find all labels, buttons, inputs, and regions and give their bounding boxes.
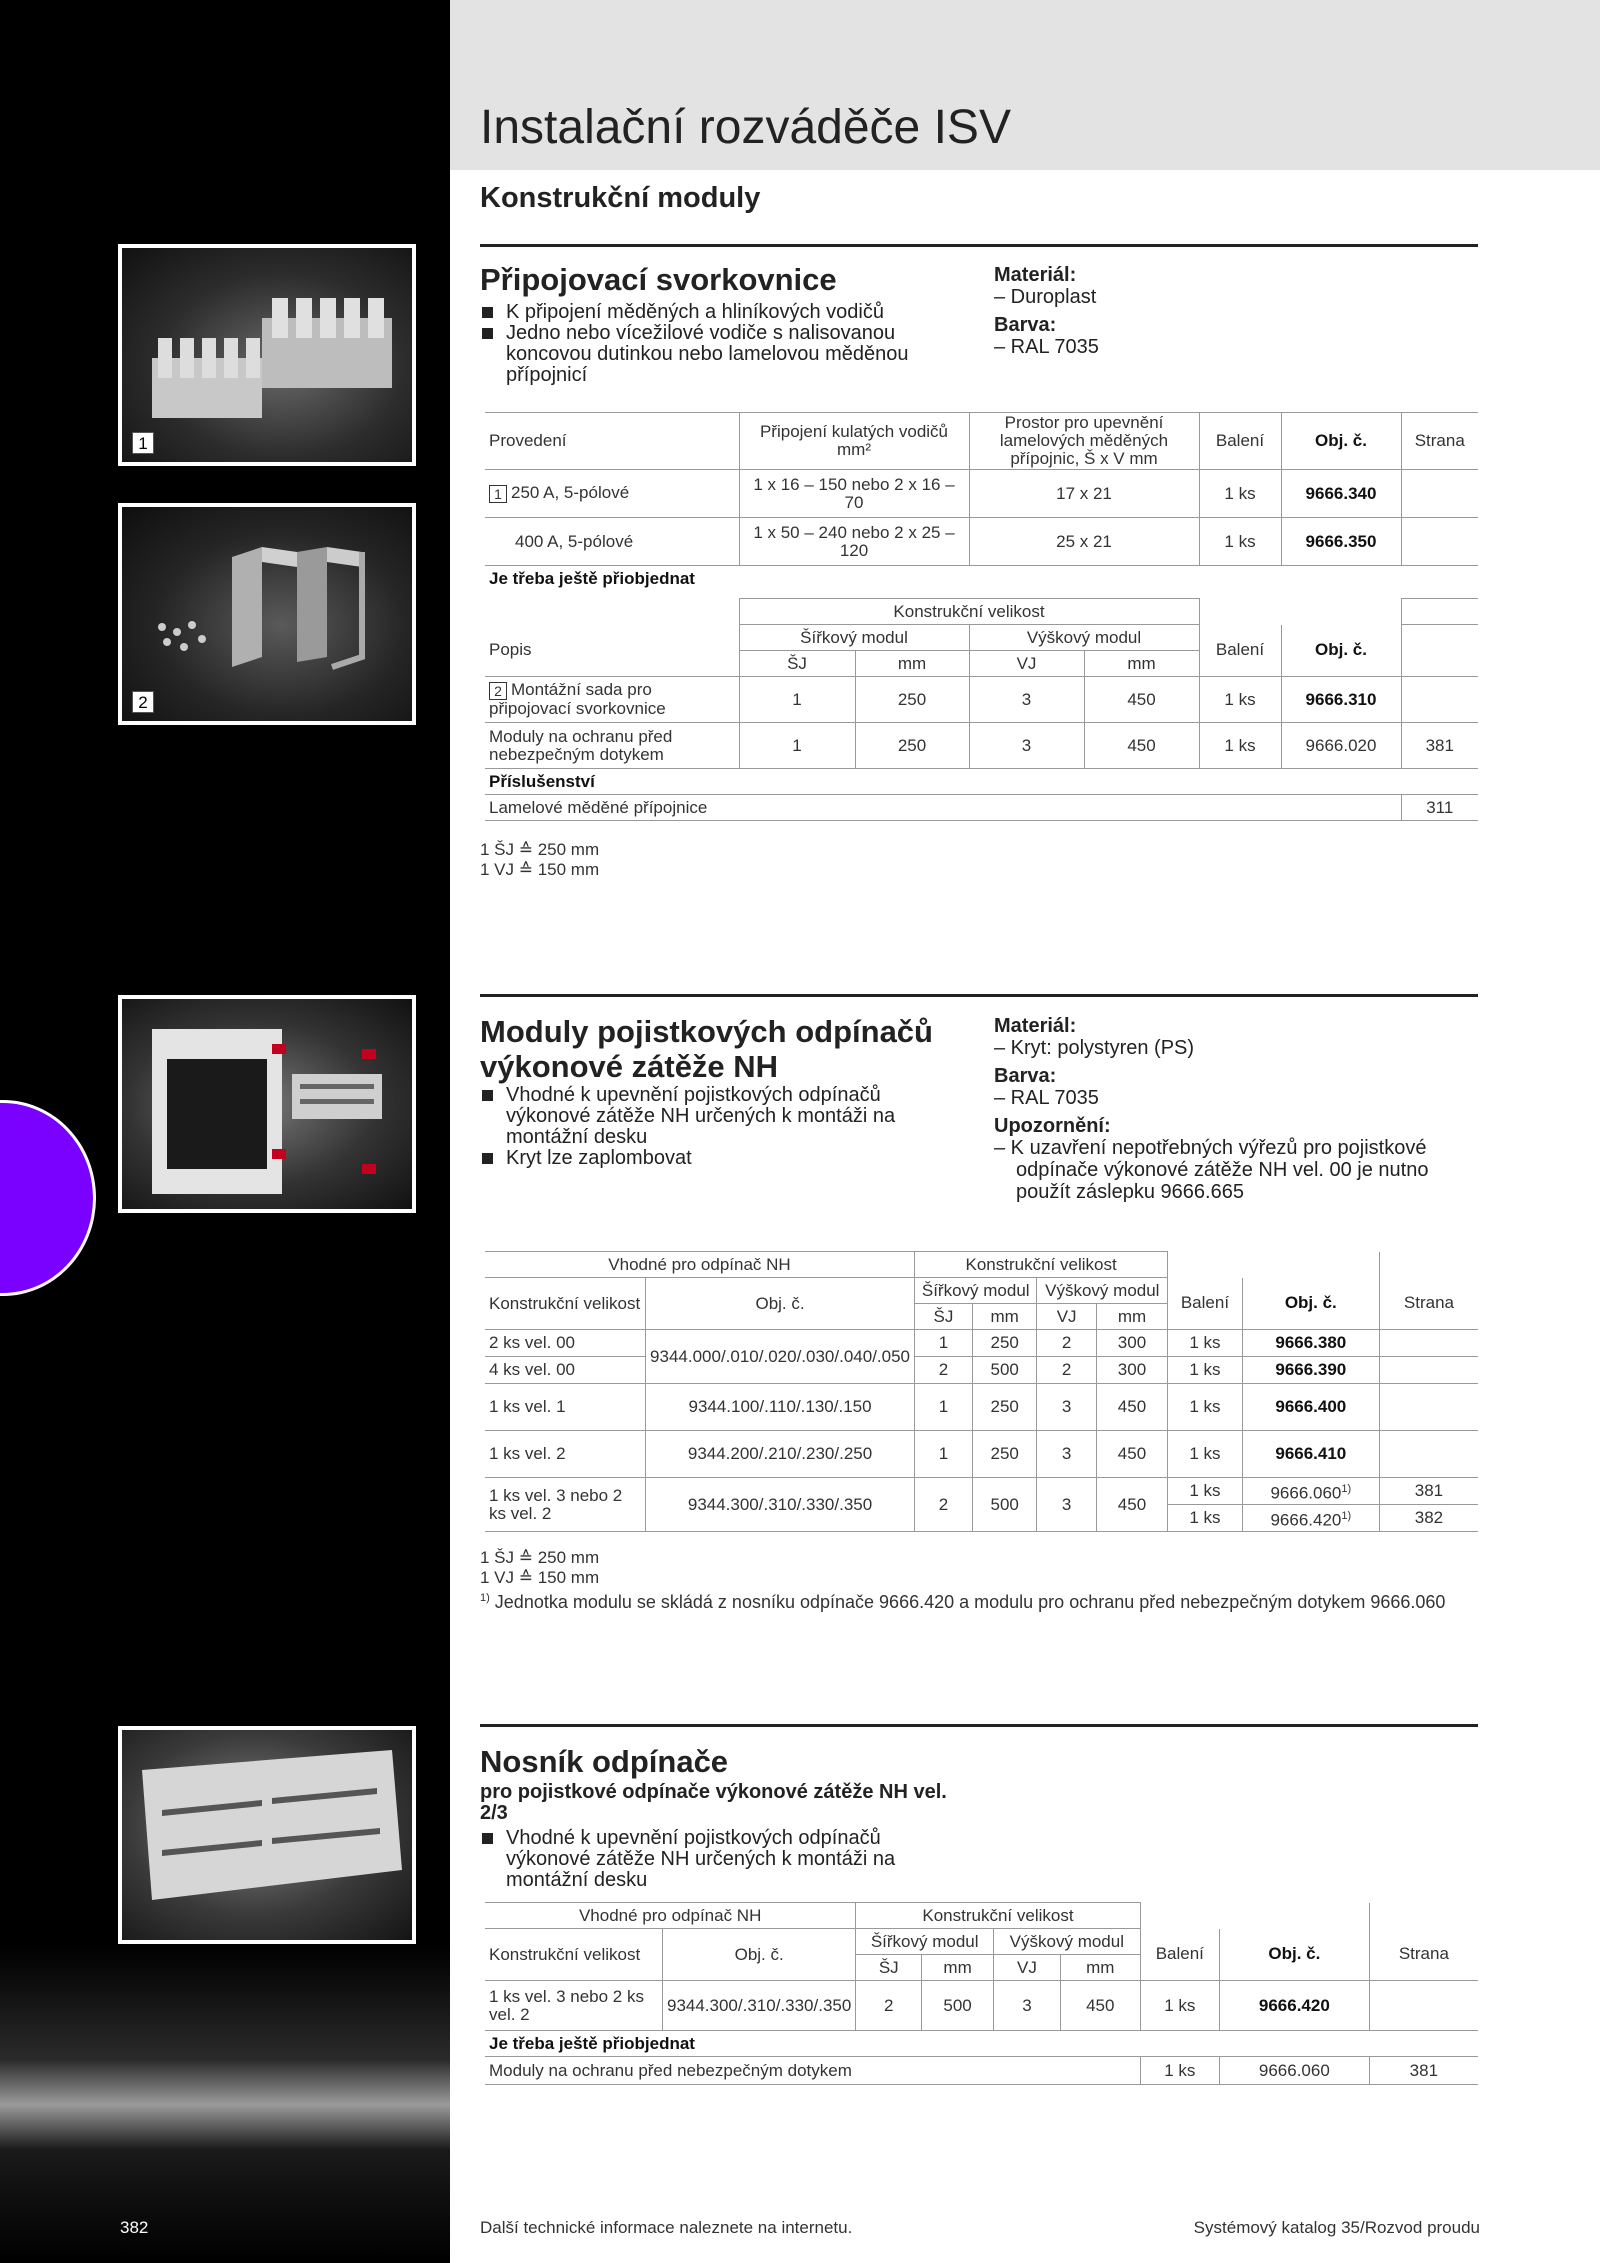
- cell-vj: 3: [969, 723, 1084, 769]
- cell-name: Moduly na ochranu před nebezpečným dotykem: [485, 723, 739, 769]
- th-provedeni: Provedení: [485, 413, 739, 470]
- product-photo-terminal-blocks: [118, 244, 416, 466]
- fuse-module-illustration: [122, 999, 412, 1209]
- section2-notes: [480, 1548, 1445, 1612]
- warning-value: – K uzavření nepotřebných výřezů pro pojistkové odpínače výkonové zátěže NH vel. 00 je nutno použít záslepku 9666.665: [994, 1137, 1429, 1203]
- cell-size: 1 ks vel. 3 nebo 2 ks vel. 2: [485, 1981, 662, 2031]
- table-row: [485, 795, 1478, 821]
- th-vj: VJ: [994, 1955, 1061, 1981]
- th-vj: VJ: [1037, 1304, 1096, 1330]
- cell-vj: 2: [1037, 1357, 1096, 1384]
- th-width: Šířkový modul: [915, 1278, 1037, 1304]
- terminal-blocks-illustration: [122, 248, 412, 462]
- page-subtitle: Konstrukční moduly: [480, 182, 761, 214]
- th-popis: Popis: [489, 640, 532, 660]
- section2-info: [994, 1015, 1474, 1203]
- cell-sj: 1: [915, 1330, 973, 1357]
- sidebar-band: [0, 0, 450, 2263]
- cell-order: 9666.380: [1242, 1330, 1379, 1357]
- footnote-mark: 1): [480, 1592, 490, 1604]
- also-order-label: Je třeba ještě přiobjednat: [485, 2031, 1478, 2057]
- cell-h: 450: [1084, 723, 1199, 769]
- th-mm: mm: [855, 651, 969, 677]
- cell-pack: 1 ks: [1168, 1330, 1243, 1357]
- cell-h: 450: [1084, 677, 1199, 723]
- bullet-item: Jedno nebo vícežilové vodiče s nalisovanou koncovou dutinkou nebo lamelovou měděnou přípojnicí: [480, 323, 950, 386]
- section-divider-1: [480, 244, 1478, 247]
- th-suitable: Vhodné pro odpínač NH: [485, 1903, 856, 1929]
- cell-space: 25 x 21: [969, 518, 1199, 566]
- chapter-tab[interactable]: [0, 1100, 96, 1296]
- section-divider-2: [480, 994, 1478, 997]
- cell-sj: 1: [915, 1431, 973, 1478]
- cell-w: 250: [972, 1330, 1037, 1357]
- cell-pack: 1 ks: [1168, 1431, 1243, 1478]
- cell-w: 250: [855, 677, 969, 723]
- th-vj: VJ: [969, 651, 1084, 677]
- table-row: [485, 1330, 1478, 1357]
- material-value: – Duroplast: [994, 286, 1097, 308]
- cell-name: Moduly na ochranu před nebezpečným dotykem: [485, 2057, 1140, 2085]
- color-label: Barva:: [994, 1065, 1057, 1087]
- cell-conn: 1 x 50 – 240 nebo 2 x 25 – 120: [739, 518, 969, 566]
- cell-h: 450: [1096, 1384, 1167, 1431]
- material-label: Materiál:: [994, 264, 1077, 286]
- th-size: Konstrukční velikost: [739, 599, 1199, 625]
- table-row: [485, 1357, 1478, 1384]
- cell-h: 300: [1096, 1357, 1167, 1384]
- section3-table: [485, 1902, 1478, 2085]
- support-rail-illustration: [122, 1730, 412, 1940]
- th-prostor: Prostor pro upevnění lamelových měděných přípojnic, Š x V mm: [969, 413, 1199, 470]
- th-width: Šířkový modul: [739, 625, 969, 651]
- cell-order: 9666.350: [1281, 518, 1401, 566]
- footnote-ref: 1): [1341, 1482, 1352, 1495]
- accessories-label: Příslušenství: [485, 769, 1478, 795]
- cell-order: 9666.420: [1270, 1510, 1342, 1530]
- table-row: [485, 470, 1478, 518]
- table-row: [485, 2057, 1478, 2085]
- cell-nh: 9344.200/.210/.230/.250: [646, 1431, 915, 1478]
- section3-title: Nosník odpínače: [480, 1744, 729, 1779]
- table-row: [485, 1981, 1478, 2031]
- th-construct-size: Konstrukční velikost: [485, 1929, 662, 1981]
- th-order: Obj. č.: [1281, 625, 1401, 677]
- figure-ref-1: 1: [489, 485, 507, 503]
- th-pack: Balení: [1168, 1278, 1243, 1330]
- cell-name: 250 A, 5-pólové: [511, 483, 630, 503]
- figure-ref-2: 2: [489, 682, 507, 700]
- th-size: Konstrukční velikost: [915, 1252, 1168, 1278]
- bullet-item: Kryt lze zaplombovat: [480, 1148, 950, 1169]
- th-size: Konstrukční velikost: [856, 1903, 1140, 1929]
- th-mm: mm: [1060, 1955, 1140, 1981]
- cell-page: [1401, 518, 1478, 566]
- note-vj: 1 VJ ≙ 150 mm: [480, 1568, 600, 1587]
- footer-catalog: Systémový katalog 35/Rozvod proudu: [1193, 2218, 1480, 2237]
- section2-title: Moduly pojistkových odpínačů výkonové zátěže NH: [480, 1014, 933, 1084]
- table-row: [485, 677, 1478, 723]
- table-row: [485, 1431, 1478, 1478]
- cell-vj: 2: [1037, 1330, 1096, 1357]
- material-label: Materiál:: [994, 1015, 1077, 1037]
- cell-page: 381: [1369, 2057, 1478, 2085]
- cell-w: 250: [972, 1431, 1037, 1478]
- cell-nh: 9344.000/.010/.020/.030/.040/.050: [646, 1330, 915, 1384]
- th-height: Výškový modul: [969, 625, 1199, 651]
- cell-pack: 1 ks: [1199, 518, 1281, 566]
- cell-order: 9666.410: [1242, 1431, 1379, 1478]
- th-mm: mm: [1084, 651, 1199, 677]
- cell-order: 9666.060: [1270, 1483, 1342, 1503]
- mounting-kit-illustration: [122, 507, 412, 721]
- th-suitable: Vhodné pro odpínač NH: [485, 1252, 915, 1278]
- cell-page: [1401, 470, 1478, 518]
- cell-order: 9666.060: [1219, 2057, 1369, 2085]
- table-row: [485, 1384, 1478, 1431]
- cell-order: 9666.400: [1242, 1384, 1379, 1431]
- product-photo-support-rail: [118, 1726, 416, 1944]
- section1-table-terminals: [485, 412, 1478, 592]
- cell-pack: 1 ks: [1168, 1357, 1243, 1384]
- bullet-item: Vhodné k upevnění pojistkových odpínačů výkonové zátěže NH určených k montáži na montážní desku: [480, 1828, 950, 1891]
- th-height: Výškový modul: [1037, 1278, 1168, 1304]
- th-baleni: Balení: [1199, 413, 1281, 470]
- cell-conn: 1 x 16 – 150 nebo 2 x 16 – 70: [739, 470, 969, 518]
- material-value: – Kryt: polystyren (PS): [994, 1037, 1195, 1059]
- note-sj: 1 ŠJ ≙ 250 mm: [480, 840, 600, 859]
- cell-nh: 9344.300/.310/.330/.350: [662, 1981, 855, 2031]
- cell-page: [1379, 1384, 1478, 1431]
- cell-h: 300: [1096, 1330, 1167, 1357]
- section1-notes: [480, 840, 599, 880]
- cell-pack: 1 ks: [1168, 1478, 1243, 1505]
- cell-pack: 1 ks: [1140, 1981, 1219, 2031]
- th-order: Obj. č.: [1219, 1929, 1369, 1981]
- cell-sj: 1: [915, 1384, 973, 1431]
- cell-vj: 3: [969, 677, 1084, 723]
- th-ordno: Obj. č.: [646, 1278, 915, 1330]
- cell-sj: 1: [739, 677, 855, 723]
- cell-pack: 1 ks: [1168, 1505, 1243, 1532]
- th-construct-size: Konstrukční velikost: [485, 1278, 646, 1330]
- color-value: – RAL 7035: [994, 336, 1099, 358]
- cell-page: 381: [1379, 1478, 1478, 1505]
- footer-info: Další technické informace naleznete na internetu.: [480, 2218, 853, 2237]
- cell-sj: 2: [915, 1357, 973, 1384]
- cell-w: 250: [972, 1384, 1037, 1431]
- cell-pack: 1 ks: [1199, 677, 1281, 723]
- cell-h: 450: [1096, 1478, 1167, 1532]
- th-width: Šířkový modul: [856, 1929, 994, 1955]
- product-photo-fuse-module: [118, 995, 416, 1213]
- th-pripojeni: Připojení kulatých vodičů mm²: [739, 413, 969, 470]
- bullet-item: K připojení měděných a hliníkových vodičů: [480, 302, 950, 323]
- th-ordno: Obj. č.: [662, 1929, 855, 1981]
- th-sj: ŠJ: [856, 1955, 922, 1981]
- cell-pack: 1 ks: [1199, 470, 1281, 518]
- th-page: Strana: [1379, 1278, 1478, 1330]
- section1-table-kits: [485, 598, 1478, 821]
- cell-pack: 1 ks: [1168, 1384, 1243, 1431]
- cell-nh: 9344.300/.310/.330/.350: [646, 1478, 915, 1532]
- cell-h: 450: [1096, 1431, 1167, 1478]
- th-mm: mm: [922, 1955, 994, 1981]
- cell-page: [1401, 677, 1478, 723]
- accessory-page: 311: [1401, 795, 1478, 821]
- cell-order: 9666.420: [1219, 1981, 1369, 2031]
- cell-size: 1 ks vel. 2: [485, 1431, 646, 1478]
- th-pack: Balení: [1199, 625, 1281, 677]
- th-obj: Obj. č.: [1281, 413, 1401, 470]
- cell-page: [1379, 1357, 1478, 1384]
- cell-page: [1379, 1431, 1478, 1478]
- th-mm: mm: [1096, 1304, 1167, 1330]
- cell-vj: 3: [1037, 1384, 1096, 1431]
- cell-page: 382: [1379, 1505, 1478, 1532]
- color-label: Barva:: [994, 314, 1057, 336]
- cell-vj: 3: [994, 1981, 1061, 2031]
- cell-order: 9666.020: [1281, 723, 1401, 769]
- th-page: Strana: [1369, 1929, 1478, 1981]
- section3-subtitle: pro pojistkové odpínače výkonové zátěže NH vel. 2/3: [480, 1781, 947, 1824]
- table-row: [485, 723, 1478, 769]
- cell-h: 450: [1060, 1981, 1140, 2031]
- cell-w: 500: [922, 1981, 994, 2031]
- figure-number-1: 1: [132, 432, 154, 454]
- color-value: – RAL 7035: [994, 1087, 1099, 1109]
- section2-bullets: [480, 1085, 950, 1169]
- cell-w: 500: [972, 1357, 1037, 1384]
- table-row: [485, 518, 1478, 566]
- cell-nh: 9344.100/.110/.130/.150: [646, 1384, 915, 1431]
- cell-pack: 1 ks: [1199, 723, 1281, 769]
- cell-size: 1 ks vel. 3 nebo 2 ks vel. 2: [485, 1478, 646, 1532]
- section1-info: [994, 264, 1474, 358]
- th-order: Obj. č.: [1242, 1278, 1379, 1330]
- cell-name: Montážní sada pro připojovací svorkovnice: [489, 680, 666, 718]
- product-photo-mounting-kit: [118, 503, 416, 725]
- th-strana: Strana: [1401, 413, 1478, 470]
- page-title: Instalační rozváděče ISV: [480, 101, 1011, 154]
- cell-order: 9666.310: [1281, 677, 1401, 723]
- cell-sj: 1: [739, 723, 855, 769]
- footnote-text: Jednotka modulu se skládá z nosníku odpínače 9666.420 a modulu pro ochranu před nebezpečným dotykem 9666.060: [494, 1592, 1446, 1612]
- warning-label: Upozornění:: [994, 1115, 1111, 1137]
- cell-name: 400 A, 5-pólové: [485, 518, 739, 566]
- accessory-item: Lamelové měděné přípojnice: [485, 795, 1401, 821]
- cell-sj: 2: [915, 1478, 973, 1532]
- cell-space: 17 x 21: [969, 470, 1199, 518]
- cell-w: 500: [972, 1478, 1037, 1532]
- bullet-item: Vhodné k upevnění pojistkových odpínačů výkonové zátěže NH určených k montáži na montážní desku: [480, 1085, 950, 1148]
- footnote-ref: 1): [1341, 1509, 1352, 1522]
- cell-pack: 1 ks: [1140, 2057, 1219, 2085]
- section1-bullets: [480, 302, 950, 386]
- section-divider-3: [480, 1724, 1478, 1727]
- th-sj: ŠJ: [915, 1304, 973, 1330]
- section1-title: Připojovací svorkovnice: [480, 262, 837, 297]
- th-sj: ŠJ: [739, 651, 855, 677]
- section3-bullets: [480, 1828, 950, 1891]
- also-order-label: Je třeba ještě přiobjednat: [485, 566, 1478, 592]
- th-pack: Balení: [1140, 1929, 1219, 1981]
- cell-order: 9666.340: [1281, 470, 1401, 518]
- cell-vj: 3: [1037, 1431, 1096, 1478]
- figure-number-2: 2: [132, 691, 154, 713]
- th-height: Výškový modul: [994, 1929, 1141, 1955]
- cell-size: 1 ks vel. 1: [485, 1384, 646, 1431]
- section2-table: [485, 1251, 1478, 1532]
- page-number: 382: [120, 2218, 149, 2237]
- cell-size: 4 ks vel. 00: [485, 1357, 646, 1384]
- cell-w: 250: [855, 723, 969, 769]
- note-sj: 1 ŠJ ≙ 250 mm: [480, 1548, 600, 1567]
- cell-order: 9666.390: [1242, 1357, 1379, 1384]
- cell-page: 381: [1401, 723, 1478, 769]
- th-mm: mm: [972, 1304, 1037, 1330]
- table-row: [485, 1478, 1478, 1505]
- cell-vj: 3: [1037, 1478, 1096, 1532]
- cell-size: 2 ks vel. 00: [485, 1330, 646, 1357]
- cell-page: [1379, 1330, 1478, 1357]
- note-vj: 1 VJ ≙ 150 mm: [480, 860, 600, 879]
- cell-sj: 2: [856, 1981, 922, 2031]
